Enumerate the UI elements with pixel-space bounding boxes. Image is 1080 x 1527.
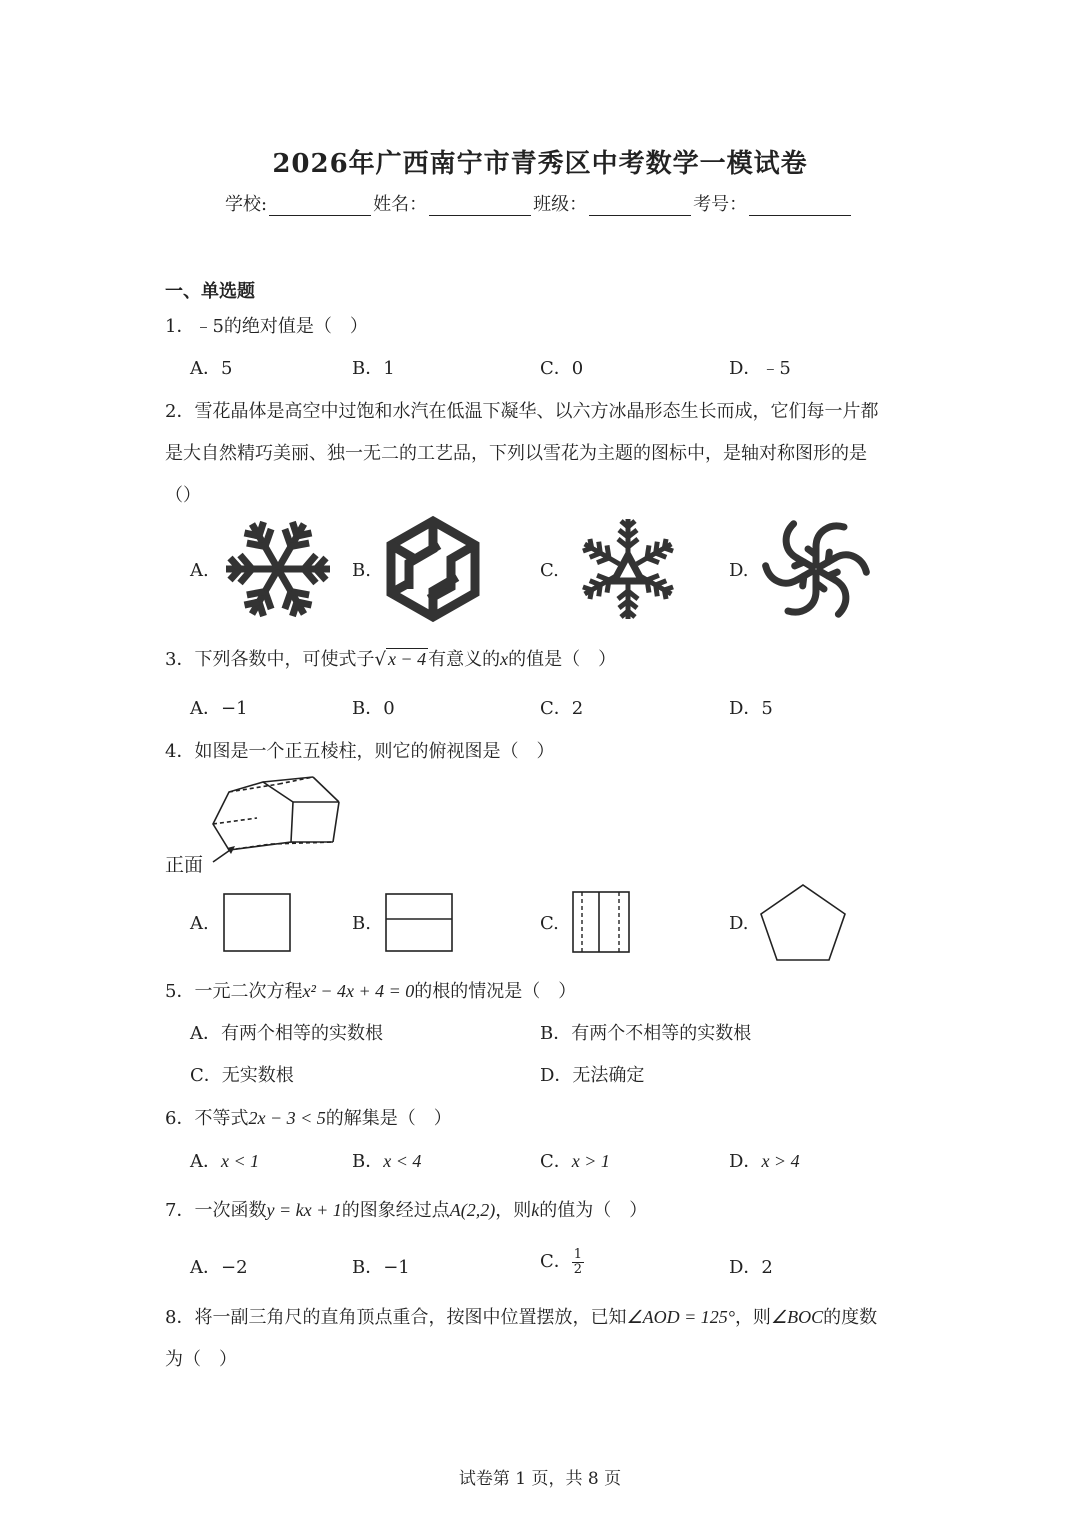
q4-number: 4． [165, 741, 195, 762]
q2-option-d[interactable]: D. [729, 560, 749, 581]
q2-option-b[interactable]: B. [352, 560, 371, 581]
q6-option-a[interactable]: A．x < 1 [190, 1151, 260, 1172]
q8-stem-line2: 为（ ） [165, 1349, 237, 1370]
q4-figure-c-dashed-rect [572, 891, 630, 953]
q1-option-a[interactable]: A．5 [190, 358, 233, 379]
name-label: 姓名： [373, 194, 428, 215]
q5-option-b[interactable]: B．有两个不相等的实数根 [540, 1023, 752, 1044]
q1-number: 1． [165, 316, 195, 337]
q6-inequality: 2x − 3 < 5 [248, 1108, 326, 1128]
q5-option-d[interactable]: D．无法确定 [540, 1065, 645, 1086]
question-1 [165, 312, 368, 338]
q7-point: A(2,2) [449, 1200, 496, 1220]
q7-function: y = kx + 1 [266, 1200, 342, 1220]
q7-number: 7． [165, 1200, 195, 1221]
q3-option-c[interactable]: C．2 [540, 698, 584, 719]
question-6 [165, 1104, 452, 1130]
school-label: 学校: [225, 194, 268, 215]
q3-option-b[interactable]: B．0 [352, 698, 395, 719]
page-title: 2026年广西南宁市青秀区中考数学一模试卷 [272, 149, 808, 179]
q5-equation: x² − 4x + 4 = 0 [302, 981, 415, 1001]
question-7 [165, 1196, 647, 1222]
q5-number: 5． [165, 981, 195, 1002]
q7-option-d[interactable]: D．2 [729, 1257, 773, 1278]
q7-option-c[interactable]: C． $\frac{1}{2}$ [540, 1246, 583, 1277]
q8-stem-pre: 将一副三角尺的直角顶点重合，按图中位置摆放，已知 [194, 1307, 627, 1328]
q1-option-c[interactable]: C．0 [540, 358, 584, 379]
q6-option-d[interactable]: D．x > 4 [729, 1151, 800, 1172]
q2-option-c[interactable]: C. [540, 560, 559, 581]
q4-option-a[interactable]: A. [190, 913, 209, 934]
question-5 [165, 977, 576, 1003]
q5-option-a[interactable]: A．有两个相等的实数根 [190, 1023, 383, 1044]
exam-number-label: 考号： [693, 194, 748, 215]
q4-option-c[interactable]: C. [540, 913, 559, 934]
pentagonal-prism-figure [205, 772, 345, 862]
q2-stem-line2: 是大自然精巧美丽、独一无二的工艺品，下列以雪花为主题的图标中，是轴对称图形的是 [165, 443, 867, 464]
q4-stem: 如图是一个正五棱柱，则它的俯视图是（ ） [194, 741, 555, 762]
q8-angle-asked: ∠BOC [770, 1307, 824, 1327]
q7-stem-mid: 的图象经过点 [341, 1200, 450, 1221]
q6-stem-post: 的解集是（ ） [325, 1108, 452, 1129]
student-info-line [225, 190, 853, 216]
q6-number: 6． [165, 1108, 195, 1129]
exam-number-blank[interactable] [749, 197, 851, 216]
question-2-line-1 [165, 397, 878, 423]
q3-option-a[interactable]: A．−1 [190, 698, 248, 719]
class-blank[interactable] [589, 197, 691, 216]
q3-number: 3． [165, 649, 195, 670]
question-8 [165, 1303, 877, 1329]
name-blank[interactable] [429, 197, 531, 216]
q2-stem-line1: 雪花晶体是高空中过饱和水汽在低温下凝华、以六方冰晶形态生长而成，它们每一片都 [194, 401, 879, 422]
class-label: 班级： [533, 194, 588, 215]
q7-stem-mid2: ，则 [495, 1200, 532, 1221]
question-4 [165, 737, 554, 763]
q7-var: k [531, 1200, 540, 1220]
q3-var: x [500, 649, 509, 669]
school-blank[interactable] [269, 197, 371, 216]
q5-stem-post: 的根的情况是（ ） [414, 981, 577, 1002]
q4-figure-a-square [223, 893, 291, 953]
q1-stem: ﹣5的绝对值是（ ） [194, 316, 368, 337]
q7-stem-pre: 一次函数 [194, 1200, 267, 1221]
q7-fraction: $\frac{1}{2}$ [573, 1246, 583, 1277]
q3-option-d[interactable]: D．5 [729, 698, 773, 719]
snowflake-d-icon [760, 517, 872, 621]
q6-option-c[interactable]: C．x > 1 [540, 1151, 610, 1172]
q7-option-a[interactable]: A．−2 [190, 1257, 248, 1278]
q2-stem-line3: （） [165, 485, 201, 506]
q3-stem-pre: 下列各数中，可使式子 [194, 649, 375, 670]
q1-option-d[interactable]: D．﹣5 [729, 358, 791, 379]
q4-figure-b-split-rect [385, 893, 453, 953]
q8-stem-post: 的度数 [823, 1307, 878, 1328]
q1-option-b[interactable]: B．1 [352, 358, 395, 379]
q7-option-b[interactable]: B．−1 [352, 1257, 410, 1278]
q2-option-a[interactable]: A. [190, 560, 209, 581]
front-label: 正面 [165, 854, 204, 876]
q7-stem-post: 的值为（ ） [539, 1200, 648, 1221]
snowflake-b-icon [382, 514, 484, 624]
snowflake-a-icon [222, 519, 334, 619]
q5-option-c[interactable]: C．无实数根 [190, 1065, 294, 1086]
q8-number: 8． [165, 1307, 195, 1328]
snowflake-c-icon [572, 517, 684, 621]
page-footer: 试卷第 1 页，共 8 页 [458, 1469, 622, 1489]
q4-figure-d-pentagon [760, 884, 846, 962]
q4-option-b[interactable]: B. [352, 913, 371, 934]
section-heading: 一、单选题 [165, 281, 255, 302]
q5-stem-pre: 一元二次方程 [194, 981, 303, 1002]
q6-option-b[interactable]: B．x < 4 [352, 1151, 422, 1172]
question-3: 3．下列各数中，可使式子√ x − 4 有意义的x的值是（ ） [165, 649, 617, 670]
q3-sqrt-expr: x − 4 [387, 649, 427, 669]
q8-angle-given: ∠AOD = 125° [626, 1307, 735, 1327]
q6-stem-pre: 不等式 [194, 1108, 249, 1129]
q8-stem-mid: ，则 [734, 1307, 771, 1328]
q2-number: 2． [165, 401, 195, 422]
q3-stem-post: 的值是（ ） [508, 649, 617, 670]
q4-option-d[interactable]: D. [729, 913, 749, 934]
q3-stem-mid: 有意义的 [428, 649, 501, 670]
